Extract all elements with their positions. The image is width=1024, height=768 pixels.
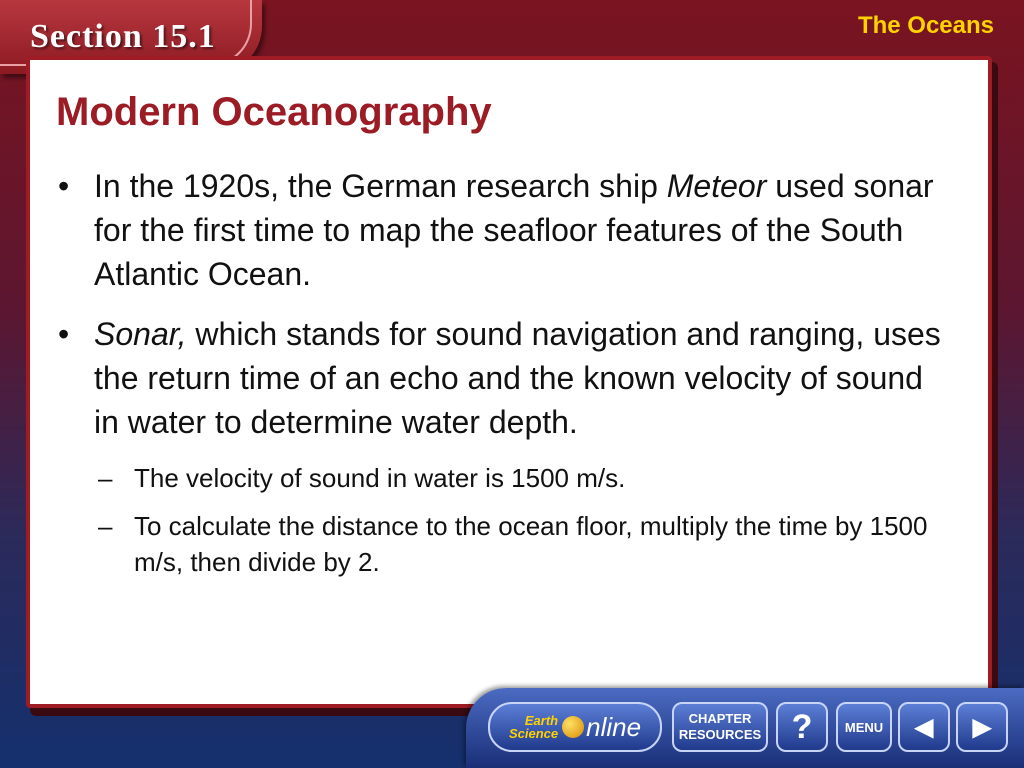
bullet-text: used sonar for the first time to map the seafloor features of the South Atlantic Ocean. <box>94 168 934 292</box>
bullet-emphasis: Meteor <box>666 168 767 204</box>
sub-bullet-symbol: – <box>98 463 113 493</box>
bullet-symbol: • <box>58 168 70 204</box>
menu-button[interactable] <box>836 702 892 752</box>
chapter-resources-label <box>679 711 761 743</box>
earth-science-online-button[interactable] <box>488 702 662 752</box>
sub-bullet-calculation <box>54 508 954 580</box>
help-button[interactable] <box>776 702 828 752</box>
bullet-text: In the 1920s, the German research ship <box>94 168 667 204</box>
chapter-resources-line2: RESOURCES <box>678 727 762 742</box>
chapter-resources-line1: CHAPTER <box>688 711 752 726</box>
sub-bullet-text: The velocity of sound in water is 1500 m/s. <box>134 463 626 493</box>
bullet-symbol: • <box>58 316 70 352</box>
question-mark-icon: ? <box>791 707 813 746</box>
slide-content <box>54 164 954 592</box>
online-label: nline <box>586 711 642 742</box>
globe-icon <box>562 716 584 738</box>
bullet-text: which stands for sound navigation and ranging, uses the return time of an echo and the known velocity of sound in water to determine water depth. <box>94 316 941 440</box>
earth-science-wordmark <box>509 714 562 740</box>
sub-bullet-velocity <box>54 460 954 496</box>
arrow-left-icon: ◀ <box>914 713 934 741</box>
bullet-item-meteor <box>54 164 954 296</box>
science-label: Science <box>508 726 559 741</box>
arrow-right-icon: ▶ <box>972 713 992 741</box>
chapter-resources-button[interactable] <box>672 702 768 752</box>
navigation-bar <box>466 688 1024 768</box>
sub-bullet-symbol: – <box>98 511 113 541</box>
slide-title: Modern Oceanography <box>56 90 492 134</box>
chapter-title: The Oceans <box>857 12 994 39</box>
earth-label: Earth <box>524 713 559 728</box>
next-slide-button[interactable] <box>956 702 1008 752</box>
menu-label: MENU <box>844 719 884 735</box>
section-label: Section 15.1 <box>30 18 216 55</box>
slide-panel <box>26 56 992 708</box>
bullet-emphasis: Sonar, <box>94 316 187 352</box>
sub-bullet-text: To calculate the distance to the ocean floor, multiply the time by 1500 m/s, then divide by 2. <box>134 511 928 577</box>
previous-slide-button[interactable] <box>898 702 950 752</box>
bullet-item-sonar <box>54 312 954 444</box>
